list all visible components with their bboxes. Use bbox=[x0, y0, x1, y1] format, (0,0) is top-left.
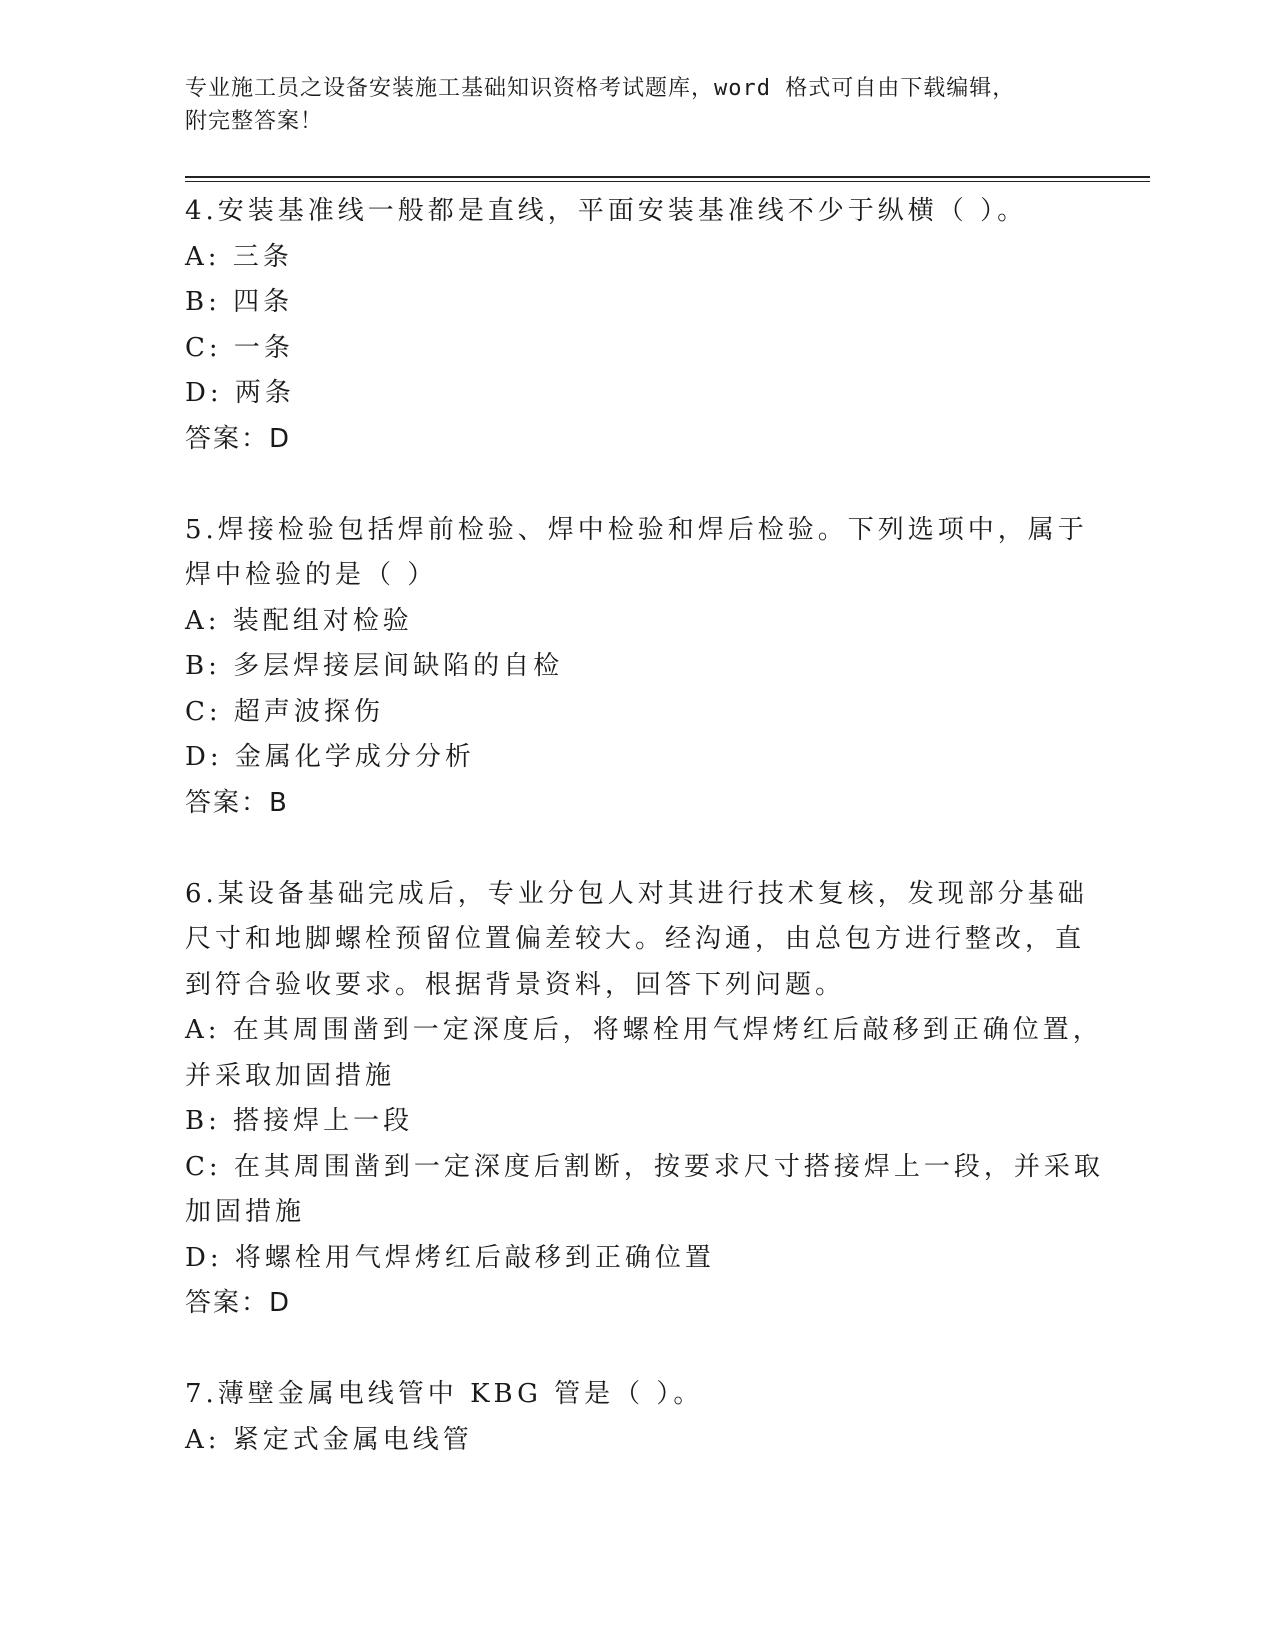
header-line-2: 附完整答案！ bbox=[185, 109, 324, 134]
option-line: C: 超声波探伤 bbox=[185, 696, 384, 727]
option-line: A: 紧定式金属电线管 bbox=[185, 1424, 473, 1455]
question-spacer bbox=[185, 1327, 1065, 1373]
question-stem-line: 4.安装基准线一般都是直线，平面安装基准线不少于纵横（ ）。 bbox=[185, 196, 1028, 226]
question-stem-line: 6.某设备基础完成后，专业分包人对其进行技术复核，发现部分基础 bbox=[185, 878, 1088, 909]
question-stem-line: 5.焊接检验包括焊前检验、焊中检验和焊后检验。下列选项中，属于 bbox=[185, 514, 1088, 545]
question-list bbox=[185, 189, 1104, 1463]
option-line: B: 搭接焊上一段 bbox=[185, 1106, 414, 1136]
option-line: A: 装配组对检验 bbox=[185, 605, 413, 636]
answer-line: 答案：B bbox=[185, 787, 289, 818]
question-spacer bbox=[185, 826, 1065, 872]
question-stem-line: 7.薄壁金属电线管中 KBG 管是（ ）。 bbox=[185, 1379, 704, 1409]
question-block bbox=[185, 508, 1088, 827]
header-rule-thick bbox=[185, 176, 1150, 178]
option-line: 并采取加固措施 bbox=[185, 1060, 396, 1091]
option-line: B: 多层焊接层间缺陷的自检 bbox=[185, 651, 564, 681]
answer-line: 答案：D bbox=[185, 1288, 292, 1318]
header-rule-thin bbox=[185, 181, 1150, 182]
option-line: D: 两条 bbox=[185, 378, 295, 408]
option-line: A: 三条 bbox=[185, 241, 293, 272]
option-line: D: 金属化学成分分析 bbox=[185, 742, 475, 772]
question-stem-line: 尺寸和地脚螺栓预留位置偏差较大。经沟通，由总包方进行整改，直 bbox=[185, 924, 1086, 954]
question-stem-line: 焊中检验的是（ ） bbox=[185, 560, 438, 590]
question-spacer bbox=[185, 462, 1065, 508]
option-line: C: 在其周围凿到一定深度后割断，按要求尺寸搭接焊上一段，并采取 bbox=[185, 1151, 1104, 1182]
answer-line: 答案：D bbox=[185, 423, 292, 454]
option-line: 加固措施 bbox=[185, 1197, 306, 1227]
header-line-1: 专业施工员之设备安装施工基础知识资格考试题库，word 格式可自由下载编辑， bbox=[185, 76, 1016, 101]
document-header bbox=[185, 72, 1065, 138]
question-stem-line: 到符合验收要求。根据背景资料，回答下列问题。 bbox=[185, 969, 846, 1000]
option-line: C: 一条 bbox=[185, 332, 294, 363]
option-line: D: 将螺栓用气焊烤红后敲移到正确位置 bbox=[185, 1242, 715, 1273]
question-block bbox=[185, 189, 1065, 462]
option-line: B: 四条 bbox=[185, 287, 294, 317]
option-line: A: 在其周围凿到一定深度后，将螺栓用气焊烤红后敲移到正确位置， bbox=[185, 1015, 1103, 1045]
question-block bbox=[185, 1372, 1065, 1463]
question-block bbox=[185, 872, 1104, 1327]
